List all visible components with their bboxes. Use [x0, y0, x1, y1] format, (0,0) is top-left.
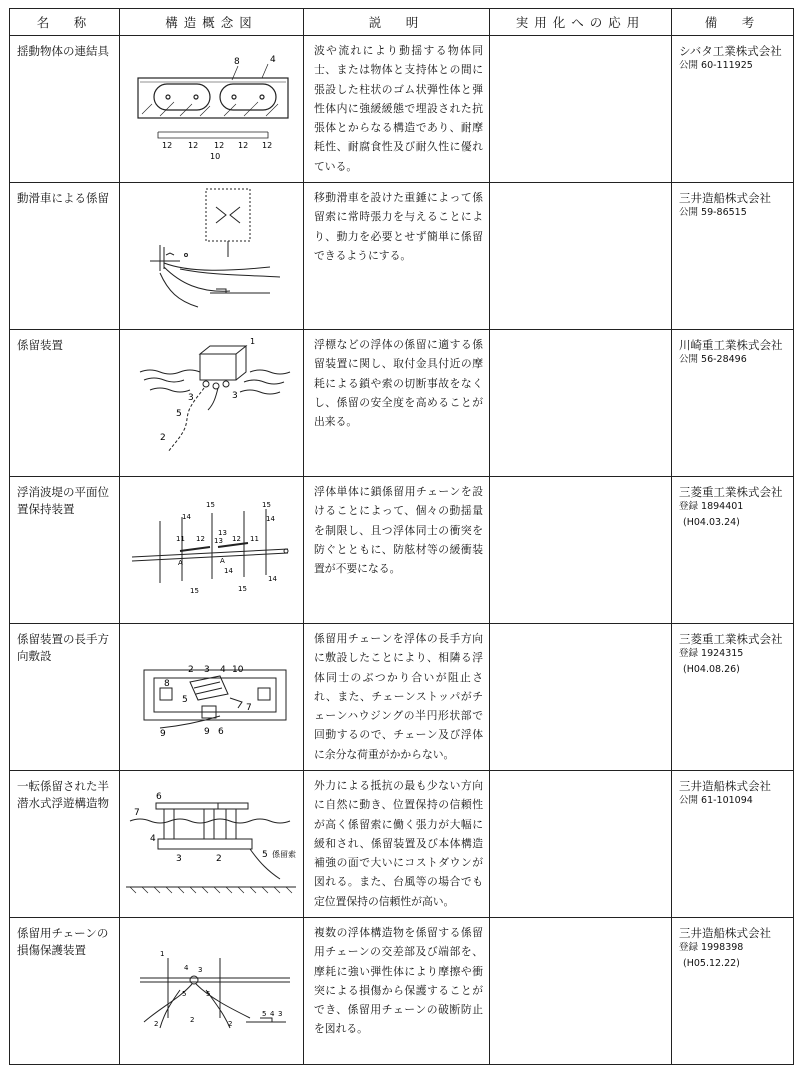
fig-label: 14 [182, 513, 191, 521]
fig-label: 12 [238, 141, 249, 150]
publication-number: 登録 1998398 [679, 942, 744, 953]
header-row [10, 9, 794, 36]
header-name: 名 称 [10, 9, 120, 36]
table-row [10, 183, 794, 330]
fig-label: 9 [160, 729, 166, 739]
row-figure [120, 36, 304, 183]
company-name: 三井造船株式会社 [679, 926, 771, 940]
fig-label: 12 [196, 535, 205, 543]
fig-label: 係留索 [272, 850, 296, 859]
fig-label: 11 [176, 535, 185, 543]
row-figure [120, 771, 304, 918]
fig-label: 2 [228, 1020, 233, 1028]
table-row [10, 918, 794, 1065]
fig-label: 7 [246, 703, 252, 713]
fig-label: 2 [188, 665, 194, 675]
row-application [490, 330, 672, 477]
row-application [490, 771, 672, 918]
registration-date: (H05.12.22) [683, 958, 740, 969]
fig-label: 5 [262, 850, 268, 860]
company-name: 三井造船株式会社 [679, 779, 771, 793]
fig-label: 3 [204, 665, 210, 675]
fig-label: 13 [214, 537, 223, 545]
row-application [490, 36, 672, 183]
row-name: 揺動物体の連結具 [10, 36, 120, 183]
pulley-mooring-diagram [120, 183, 302, 322]
fig-label: 4 [270, 55, 276, 65]
row-description: 浮標などの浮体の係留に適する係留装置に関し、取付金具付近の摩耗による鎖や索の切断事故をなくし、係留の安全度を高めることが出来る。 [304, 330, 490, 477]
publication-number: 公開 61-101094 [679, 795, 753, 806]
company-name: 川崎重工業株式会社 [679, 338, 783, 352]
fig-label: 5 [182, 695, 188, 705]
fig-label: 4 [220, 665, 226, 675]
table-row [10, 330, 794, 477]
row-name: 動滑車による係留 [10, 183, 120, 330]
fig-label: 5 [176, 409, 182, 419]
fig-label: 12 [214, 141, 225, 150]
row-remarks [672, 36, 794, 183]
row-figure [120, 477, 304, 624]
row-figure [120, 918, 304, 1065]
fig-label: 2 [154, 1020, 159, 1028]
row-remarks [672, 183, 794, 330]
fig-label: 7 [134, 808, 140, 818]
publication-number: 公開 59-86515 [679, 207, 747, 218]
breakwater-plan-diagram [120, 477, 302, 616]
fig-label: 3 [176, 854, 182, 864]
table-row [10, 36, 794, 183]
company-name: シバタ工業株式会社 [679, 44, 782, 58]
fig-label: 3 [278, 1010, 283, 1018]
fig-label: 15 [262, 501, 271, 509]
row-application [490, 624, 672, 771]
row-application [490, 183, 672, 330]
fig-label: 5 [182, 990, 187, 998]
row-remarks [672, 330, 794, 477]
mooring-buoy-diagram [120, 330, 302, 469]
fig-label: 15 [238, 585, 247, 593]
row-description: 複数の浮体構造物を係留する係留用チェーンの交差部及び端部を、摩耗に強い弾性体により摩擦や衝突による損傷から保護することができ、係留用チェーンの破断防止を図れる。 [304, 918, 490, 1065]
row-figure [120, 624, 304, 771]
row-description: 浮体単体に鎖係留用チェーンを設けることによって、個々の動揺量を制限し、且つ浮体同士の衝突を防ぐとともに、防舷材等の緩衝装置が不要になる。 [304, 477, 490, 624]
fig-label: 8 [234, 57, 240, 67]
longitudinal-mooring-diagram [120, 624, 302, 763]
fig-label: 6 [156, 792, 162, 802]
row-name: 浮消波堤の平面位置保持装置 [10, 477, 120, 624]
row-remarks [672, 918, 794, 1065]
header-remarks: 備 考 [672, 9, 794, 36]
publication-number: 登録 1924315 [679, 648, 744, 659]
row-figure [120, 183, 304, 330]
fig-label: 11 [250, 535, 259, 543]
fig-label: 4 [270, 1010, 275, 1018]
table-row [10, 477, 794, 624]
table-row [10, 624, 794, 771]
fig-label: A [178, 559, 183, 567]
fig-label: 4 [150, 834, 156, 844]
chain-protection-diagram [120, 918, 302, 1057]
publication-number: 公開 56-28496 [679, 354, 747, 365]
row-application [490, 477, 672, 624]
row-application [490, 918, 672, 1065]
fig-label: 13 [218, 529, 227, 537]
row-description: 外力による抵抗の最も少ない方向に自然に動き、位置保持の信頼性が高く係留索に働く張力が大幅に緩和され、係留装置及び本体構造補強の面で大いにコストダウンが図れる。また、台風等の場合でも定位置保持の信頼性が高い。 [304, 771, 490, 918]
row-name: 係留装置の長手方向敷設 [10, 624, 120, 771]
connector-diagram [120, 36, 302, 175]
row-figure [120, 330, 304, 477]
fig-label: 10 [210, 152, 221, 161]
fig-label: 9 [204, 727, 210, 737]
row-remarks [672, 477, 794, 624]
header-application: 実用化への応用 [490, 9, 672, 36]
row-description: 波や流れにより動揺する物体同士、または物体と支持体との間に張設した柱状のゴム状弾性体と弾性体内に強緩緩態で埋設された抗張体とからなる構造であり、耐摩耗性、耐腐食性及び耐久性に優れている。 [304, 36, 490, 183]
row-name: 一転係留された半潜水式浮遊構造物 [10, 771, 120, 918]
fig-label: 5 [262, 1010, 267, 1018]
row-remarks [672, 624, 794, 771]
patent-table [9, 8, 794, 1065]
publication-number: 公開 60-111925 [679, 60, 753, 71]
fig-label: 8 [164, 679, 170, 689]
fig-label: 3 [232, 391, 238, 401]
header-figure: 構造概念図 [120, 9, 304, 36]
fig-label: 1 [160, 950, 165, 958]
semi-submersible-diagram [120, 771, 302, 910]
row-description: 移動滑車を設けた重錘によって係留索に常時張力を与えることにより、動力を必要とせず簡単に係留できるようにする。 [304, 183, 490, 330]
fig-label: 14 [268, 575, 277, 583]
row-name: 係留装置 [10, 330, 120, 477]
fig-label: 6 [218, 727, 224, 737]
company-name: 三井造船株式会社 [679, 191, 771, 205]
header-description: 説 明 [304, 9, 490, 36]
fig-label: 3 [188, 393, 194, 403]
fig-label: 15 [190, 587, 199, 595]
fig-label: 12 [262, 141, 273, 150]
fig-label: 12 [232, 535, 241, 543]
fig-label: 5 [206, 990, 211, 998]
registration-date: (H04.08.26) [683, 664, 740, 675]
fig-label: 2 [160, 433, 166, 443]
fig-label: 4 [184, 964, 189, 972]
row-description: 係留用チェーンを浮体の長手方向に敷設したことにより、相隣る浮体同士のぶつかり合いが阻止され、また、チェーンストッパがチェーンハウジングの半円形状部で回動するので、チェーン及び浮体に余分な荷重がかからない。 [304, 624, 490, 771]
fig-label: 10 [232, 665, 244, 675]
fig-label: 14 [266, 515, 275, 523]
company-name: 三菱重工業株式会社 [679, 632, 783, 646]
fig-label: 12 [162, 141, 173, 150]
fig-label: 14 [224, 567, 233, 575]
fig-label: 15 [206, 501, 215, 509]
fig-label: 2 [216, 854, 222, 864]
registration-date: (H04.03.24) [683, 517, 740, 528]
fig-label: A [220, 557, 225, 565]
fig-label: 2 [190, 1016, 195, 1024]
row-name: 係留用チェーンの損傷保護装置 [10, 918, 120, 1065]
company-name: 三菱重工業株式会社 [679, 485, 783, 499]
table-row [10, 771, 794, 918]
publication-number: 登録 1894401 [679, 501, 744, 512]
row-remarks [672, 771, 794, 918]
fig-label: 3 [198, 966, 203, 974]
fig-label: 12 [188, 141, 199, 150]
fig-label: 1 [250, 337, 256, 346]
